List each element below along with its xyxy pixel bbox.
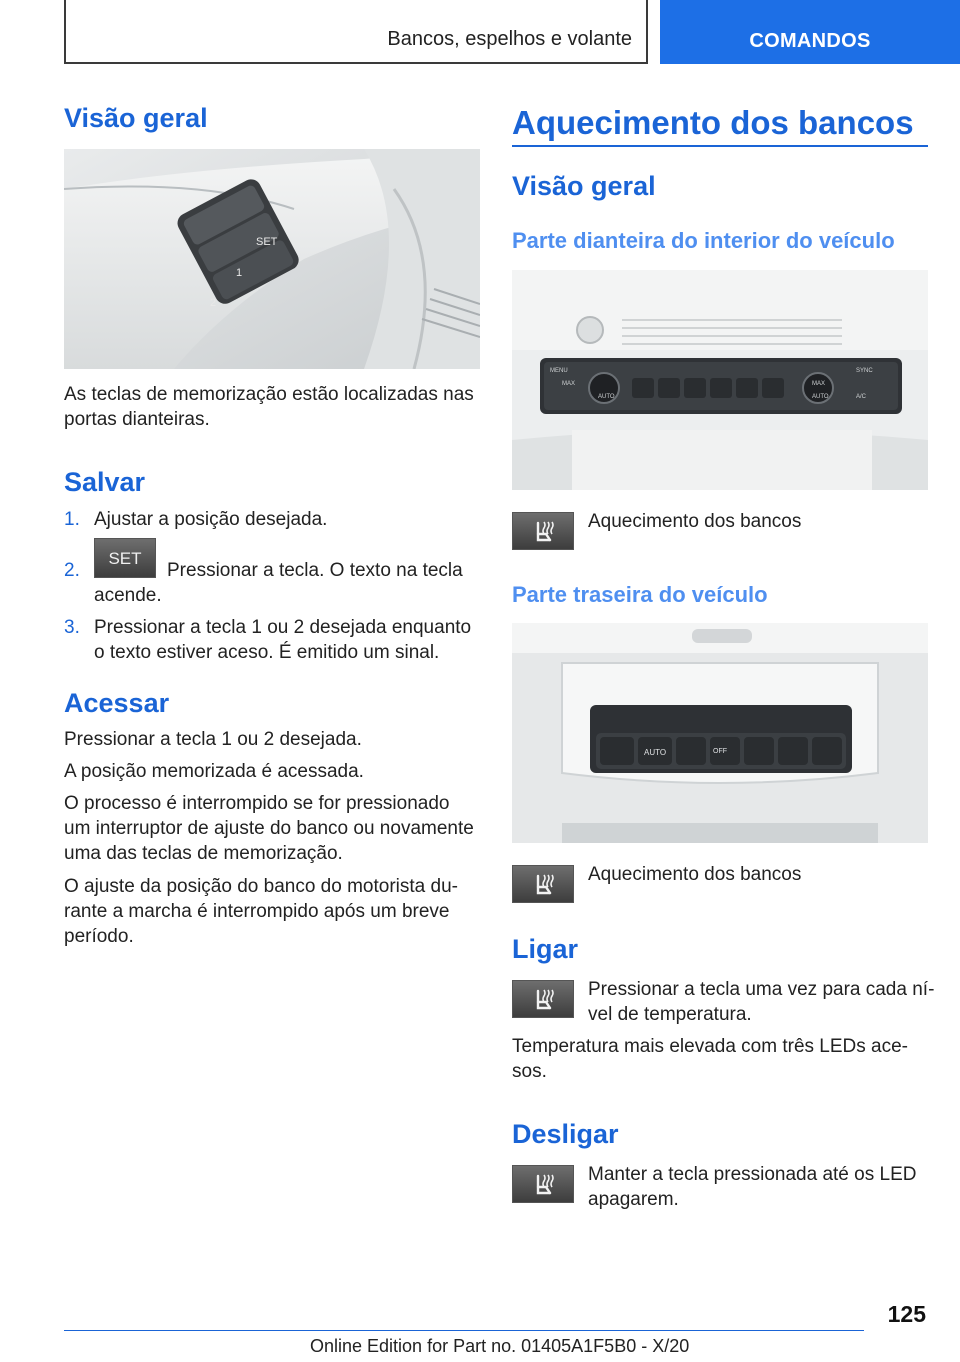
seat-heating-icon <box>512 1165 574 1203</box>
off-heading: Desligar <box>512 1119 619 1149</box>
seat-heating-icon <box>512 512 574 550</box>
step-text: Ajustar a posição desejada. <box>94 509 328 530</box>
front-panel-label: MENU <box>550 368 568 374</box>
step-text: Pressionar a tecla. O texto na tecla <box>167 560 463 581</box>
step-number: 2. <box>64 560 80 581</box>
front-console-photo <box>512 270 928 490</box>
door-key-1: 1 <box>236 267 243 279</box>
front-panel-label: A/C <box>856 394 867 400</box>
header-section-box <box>64 0 648 64</box>
on-text: vel de temperatura. <box>588 1004 752 1025</box>
front-panel-label: AUTO <box>598 394 615 400</box>
set-key-label: SET <box>108 549 142 568</box>
door-memory-photo <box>64 149 480 369</box>
step-number: 3. <box>64 617 80 638</box>
overview-text-1: As teclas de memorização estão localizadas nas <box>64 384 474 405</box>
rear-console-photo <box>512 623 928 843</box>
overview-text-2: portas dianteiras. <box>64 409 210 430</box>
header-chapter-tab[interactable] <box>660 0 960 64</box>
access-heading: Acessar <box>64 688 170 718</box>
set-key-icon <box>94 538 156 578</box>
access-text: rante a marcha é interrompido após um breve <box>64 901 450 922</box>
access-text: O ajuste da posição do banco do motorista du- <box>64 876 458 897</box>
front-panel-label: AUTO <box>812 394 829 400</box>
main-heading: Aquecimento dos bancos <box>512 104 914 141</box>
on-text-2: Temperatura mais elevada com três LEDs ace- <box>512 1036 908 1057</box>
access-text: O processo é interrompido se for pressionado <box>64 793 450 814</box>
footer-edition: Online Edition for Part no. 01405A1F5B0 - X/20 <box>310 1336 690 1356</box>
front-panel-label: SYNC <box>856 368 873 374</box>
rear-heading: Parte traseira do veículo <box>512 582 768 607</box>
heading-rule <box>512 145 928 147</box>
door-key-set: SET <box>256 236 278 248</box>
access-text: uma das teclas de memorização. <box>64 843 343 864</box>
off-text: Manter a tecla pressionada até os LED <box>588 1164 917 1185</box>
save-heading: Salvar <box>64 467 146 497</box>
step-number: 1. <box>64 509 80 530</box>
overview-heading: Visão geral <box>64 103 208 133</box>
access-text: Pressionar a tecla 1 ou 2 desejada. <box>64 729 362 750</box>
front-panel-label: MAX <box>562 381 576 387</box>
access-text: um interruptor de ajuste do banco ou novamente <box>64 818 474 839</box>
seat-heating-icon <box>512 865 574 903</box>
off-text: apagarem. <box>588 1189 679 1210</box>
front-caption: Aquecimento dos bancos <box>588 511 802 532</box>
step-text: o texto estiver aceso. É emitido um sinal. <box>94 642 440 663</box>
access-text: período. <box>64 926 134 947</box>
step-text: Pressionar a tecla 1 ou 2 desejada enquanto <box>94 617 472 638</box>
front-heading: Parte dianteira do interior do veículo <box>512 228 895 253</box>
header-chapter-label: COMANDOS <box>749 30 871 52</box>
on-text-2: sos. <box>512 1061 547 1082</box>
footer-rule <box>64 1330 864 1331</box>
on-text: Pressionar a tecla uma vez para cada ní- <box>588 979 935 1000</box>
on-heading: Ligar <box>512 934 579 964</box>
step-text: acende. <box>94 585 162 606</box>
header-section-title: Bancos, espelhos e volante <box>387 28 632 50</box>
seat-heating-icon <box>512 980 574 1018</box>
access-text: A posição memorizada é acessada. <box>64 761 364 782</box>
rear-caption: Aquecimento dos bancos <box>588 864 802 885</box>
rear-panel-label: OFF <box>713 748 727 755</box>
door-key-2: 2 <box>210 297 217 309</box>
rear-panel-label: AUTO <box>644 748 667 757</box>
right-overview-heading: Visão geral <box>512 171 656 201</box>
front-panel-label: MAX <box>812 381 826 387</box>
page-number: 125 <box>887 1301 926 1327</box>
